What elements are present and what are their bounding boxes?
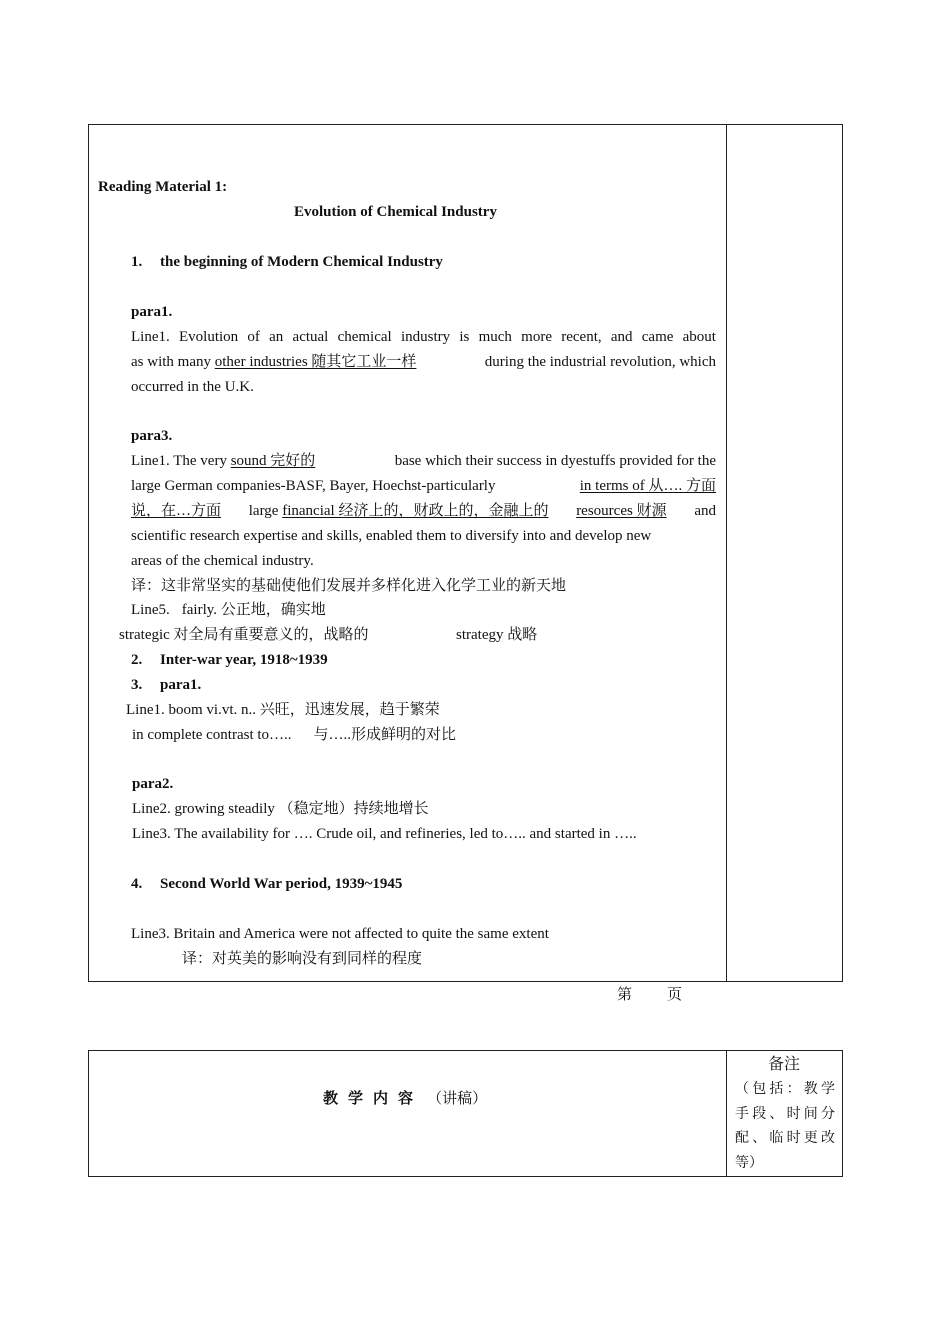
para3-line3-end: and	[694, 503, 716, 519]
notes-char: 括	[769, 1082, 784, 1097]
page-footer-ye: 页	[667, 987, 683, 1003]
notes-title: 备注	[768, 1056, 801, 1073]
line5-label: Line5.	[131, 602, 170, 618]
section-2-heading	[131, 648, 328, 673]
notes-description	[735, 1078, 835, 1177]
notes-char: （	[735, 1082, 749, 1097]
teaching-content-char: 学	[348, 1091, 364, 1107]
para1-line1-word: is	[459, 329, 470, 345]
para2-line2: Line2. growing steadily （稳定地）持续地增长	[132, 801, 429, 817]
contrast-phrase: in complete contrast to…..	[132, 727, 292, 743]
strategy-note: strategy 战略	[456, 627, 538, 643]
notes-row	[735, 1103, 835, 1128]
para2-label: para2.	[132, 776, 174, 792]
notes-char: 分	[820, 1106, 835, 1122]
para1-line1-word: recent,	[561, 329, 602, 345]
para1-line1-word: of	[247, 329, 260, 345]
notes-char: 时	[786, 1106, 801, 1122]
notes-char: 、	[769, 1106, 784, 1122]
notes-column-divider	[726, 125, 727, 981]
notes-char: 临	[769, 1131, 784, 1147]
list-text: Second World War period, 1939~1945	[160, 876, 403, 892]
para3-underlined-resources: resources 财源	[576, 503, 667, 519]
teaching-content-header	[323, 1087, 487, 1112]
para3-label: para3.	[131, 428, 173, 444]
notes-char: 配	[735, 1131, 749, 1147]
notes-char: 段	[752, 1106, 767, 1122]
notes-char: 时	[786, 1131, 801, 1147]
para1-underlined-phrase: other industries 随其它工业一样	[214, 354, 417, 370]
notes-row	[735, 1127, 835, 1152]
notes-char: 改	[820, 1131, 835, 1147]
list-number: 1.	[131, 254, 143, 270]
notes-char: 手	[735, 1106, 749, 1122]
strategic-note: strategic 对全局有重要意义的，战略的	[119, 627, 369, 643]
para1-line2-end: during the industrial revolution, which	[484, 354, 716, 370]
notes-row	[735, 1078, 835, 1103]
para3-underlined-financial: financial 经济上的，财政上的，金融上的	[282, 503, 549, 519]
para1-line1	[131, 325, 716, 350]
teaching-content-char: 教	[323, 1091, 339, 1107]
notes-char: 更	[803, 1131, 818, 1147]
notes-char: 包	[752, 1082, 767, 1097]
line5-text: fairly. 公正地，确实地	[181, 602, 326, 618]
para3-underlined-in-terms-of: in terms of 从…. 方面	[579, 478, 716, 494]
notes-char: 学	[820, 1082, 835, 1097]
list-number: 2.	[131, 652, 143, 668]
para3-line4: scientific research expertise and skills, enabled them to diversify into and develop new	[131, 528, 652, 544]
section-1-heading	[131, 250, 443, 275]
para3-line2	[131, 474, 716, 499]
line5-note	[131, 598, 326, 623]
para2-line3: Line3. The availability for …. Crude oil, and refineries, led to….. and started in …..	[132, 826, 637, 842]
page-footer-di: 第	[617, 987, 633, 1003]
notes-char: 等）	[735, 1156, 763, 1172]
para1-line1-word: chemical	[337, 329, 392, 345]
para3-translation: 译：这非常坚实的基础使他们发展并多样化进入化学工业的新天地	[131, 578, 567, 594]
contrast-meaning: 与…..形成鲜明的对比	[313, 727, 457, 743]
para1-line1-word: actual	[292, 329, 329, 345]
teaching-content-chars	[323, 1091, 413, 1107]
list-number: 4.	[131, 876, 143, 892]
para1-label: para1.	[131, 304, 173, 320]
notes-char: ：	[786, 1082, 801, 1097]
contrast-note	[132, 723, 456, 748]
para1-line1-word: industry	[400, 329, 451, 345]
section-4-heading	[131, 872, 402, 897]
notes-char: 教	[803, 1082, 818, 1097]
para1-line1-word: Line1.	[131, 329, 170, 345]
notes-char: 间	[803, 1106, 818, 1122]
teaching-content-char: 内	[373, 1091, 389, 1107]
reading-material-heading: Reading Material 1:	[98, 179, 228, 195]
para1-line2-start: as with many	[131, 354, 215, 370]
para1-line1-word: came	[641, 329, 674, 345]
content-table-header	[88, 1050, 843, 1177]
para3-line5: areas of the chemical industry.	[131, 553, 314, 569]
teaching-content-char: 容	[398, 1091, 414, 1107]
para3-line3-large: large	[248, 503, 283, 519]
para1-line1-word: and	[610, 329, 633, 345]
notes-column-divider	[726, 1051, 727, 1176]
boom-note: Line1. boom vi.vt. n.. 兴旺，迅速发展，趋于繁荣	[126, 702, 440, 718]
list-text: para1.	[160, 677, 202, 693]
para1-line1-word: about	[682, 329, 716, 345]
para1-line1-word: an	[269, 329, 284, 345]
para1-line1-word: much	[478, 329, 512, 345]
notes-char: 、	[752, 1131, 767, 1147]
para3-line1	[131, 449, 716, 474]
para1-line2	[131, 350, 716, 375]
war-line3: Line3. Britain and America were not affected to quite the same extent	[131, 926, 549, 942]
para3-line2-start: large German companies-BASF, Bayer, Hoechst-particularly	[131, 478, 496, 494]
notes-row	[735, 1152, 835, 1177]
para3-line3	[131, 499, 716, 524]
para1-line1-word: more	[521, 329, 552, 345]
section-3-heading	[131, 673, 201, 698]
article-title: Evolution of Chemical Industry	[294, 204, 497, 220]
list-number: 3.	[131, 677, 143, 693]
para1-line3: occurred in the U.K.	[131, 379, 254, 395]
list-text: the beginning of Modern Chemical Industry	[160, 254, 443, 270]
para3-underlined-sound: sound 完好的	[230, 453, 316, 469]
para3-line1-start: Line1. The very	[131, 453, 231, 469]
para3-underlined-meaning: 说，在…方面	[131, 503, 222, 519]
list-text: Inter-war year, 1918~1939	[160, 652, 328, 668]
teaching-content-note: （讲稿）	[427, 1091, 488, 1107]
para3-line1-end: base which their success in dyestuffs provided for the	[394, 453, 716, 469]
war-translation: 译：对英美的影响没有到同样的程度	[182, 951, 423, 967]
para1-line1-word: Evolution	[178, 329, 239, 345]
